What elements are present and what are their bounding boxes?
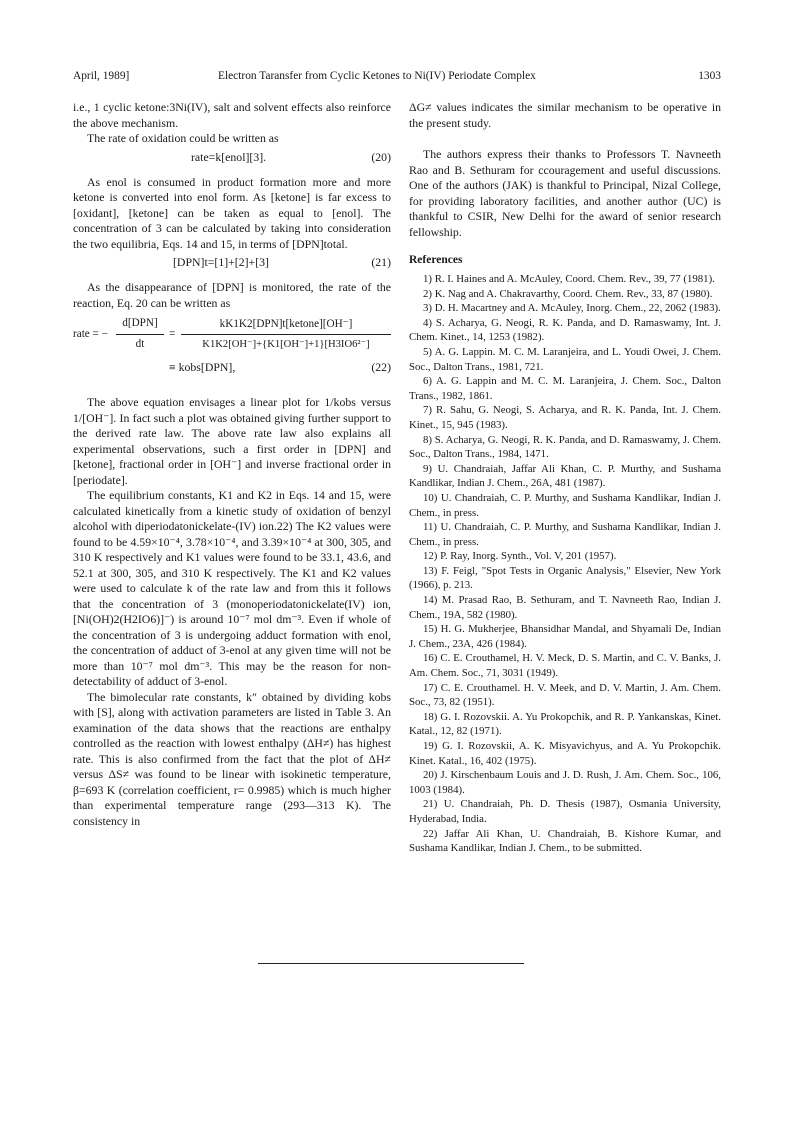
equation-text: [DPN]t=[1]+[2]+[3] (173, 255, 269, 269)
equation-21 (73, 252, 391, 274)
paragraph: The equilibrium constants, K1 and K2 in Eqs. 14 and 15, were calculated kinetically from a kinetic study of oxidation of benzyl alcohol with diperiodatonickelate-(IV) ion.22) The K2 values were found to be 4.59×10⁻⁴, 3.78×10⁻⁴, and 3.39×10⁻⁴ at 300, 305, and 310 K respectively and K1 values were found to be 33.1, 43.6, and 52.1 at 300, 305, and 310 K respectively. The K1 and K2 values were used to calculate k of the rate law and from this it follows that the concentration of 3 (monoperiodatonickelate(IV) ion, [Ni(OH)2(H2IO6)]⁻) is around 10⁻⁷ mol dm⁻³. Even if whole of the concentration of 3 is undergoing adduct formation with enol, the concentration of adduct of 3-enol at any given time will not be more than 10⁻⁷ mol dm⁻³. This may be the reason for non-detectability of adduct of 3-enol. (73, 488, 391, 688)
equation-22 (73, 317, 391, 357)
equation-number: (20) (371, 149, 391, 164)
reference-item: 19) G. I. Rozovskii, A. K. Misyavichyus, and A. Yu Prokopchik. Kinet. Katal., 16, 402 (1975). (409, 740, 721, 767)
fraction-denominator: K1K2[OH⁻]+{K1[OH⁻]+1}[H3IO6²⁻] (202, 339, 370, 350)
paragraph: The rate of oxidation could be written as (87, 131, 279, 145)
paragraph: The above equation envisages a linear plot for 1/kobs versus 1/[OH⁻]. In fact such a plot was obtained giving further support to the derived rate law. The above rate law also explains all experimental observations, such a first order in [DPN] and [ketone], fractional order in [OH⁻] and inverse fractional order in [periodate]. (73, 395, 391, 487)
fraction-bar (116, 334, 164, 335)
paragraph: The bimolecular rate constants, k″ obtained by dividing kobs with [S], along with activation parameters are listed in Table 3. An examination of the data shows that the reactions are enthalpy controlled as the reaction with lowest enthalpy (ΔH≠) has highest rate. This is also confirmed from the fact that the plot of ΔH≠ versus ΔS≠ was found to be linear with isokinetic temperature, β=693 K (correlation coefficient, r= 0.9985) which is much higher than experimental temperature range (293—313 K). The consistency in (73, 689, 391, 828)
equation-text: ≡ kobs[DPN], (169, 360, 236, 374)
reference-item: 3) D. H. Macartney and A. McAuley, Inorg. Chem., 22, 2062 (1983). (423, 302, 721, 315)
left-column (73, 100, 391, 829)
fraction-denominator: dt (135, 338, 145, 350)
reference-item: 16) C. E. Crouthamel, H. V. Meck, D. S. Martin, and C. V. Banks, J. Am. Chem. Soc., 71, 3031 (1949). (409, 652, 721, 680)
paragraph: As enol is consumed in product formation more and more ketone is converted into enol form. As [ketone] is far excess to [oxidant], [ketone] can be taken as equal to [enol]. The concentration of 3 can be calculated by taking into consideration the two equilibria, Eqs. 14 and 15, in terms of [DPN]total. (73, 174, 391, 251)
paragraph: i.e., 1 cyclic ketone:3Ni(IV), salt and solvent effects also reinforce the above mechanism. (73, 100, 391, 130)
reference-item: 21) U. Chandraiah, Ph. D. Thesis (1987), Osmania University, Hyderabad, India. (409, 798, 721, 825)
reference-item: 6) A. G. Lappin and M. C. M. Laranjeira, J. Chem. Soc., Dalton Trans., 1982, 1861. (409, 375, 721, 402)
equation-number: (22) (371, 360, 391, 374)
equation-lhs: rate = − (73, 328, 108, 340)
reference-item: 9) U. Chandraiah, Jaffar Ali Khan, C. P. Murthy, and Sushama Kandlikar, Indian J. Chem., 26A, 481 (1987). (409, 462, 721, 490)
reference-item: 17) C. E. Crouthamel. H. V. Meek, and D. V. Martin, J. Am. Chem. Soc., 73, 82 (1951). (409, 681, 721, 709)
equation-20 (73, 147, 391, 169)
reference-item: 11) U. Chandraiah, C. P. Murthy, and Sushama Kandlikar, Indian J. Chem., in press. (409, 521, 721, 548)
reference-item: 22) Jaffar Ali Khan, U. Chandraiah, B. Kishore Kumar, and Sushama Kandlikar, Indian J. Chem., to be submitted. (409, 827, 721, 855)
reference-item: 13) F. Feigl, "Spot Tests in Organic Analysis," Elsevier, New York (1966), p. 213. (409, 564, 721, 592)
paragraph: As the disappearance of [DPN] is monitored, the rate of the reaction, Eq. 20 can be written as (73, 280, 391, 310)
references-heading: References (409, 254, 463, 266)
fraction-bar (181, 334, 391, 335)
reference-list (409, 272, 721, 856)
page-number: 1303 (698, 70, 721, 82)
reference-item: 10) U. Chandraiah, C. P. Murthy, and Sushama Kandlikar, Indian J. Chem., in press. (409, 491, 721, 519)
reference-item: 1) R. I. Haines and A. McAuley, Coord. Chem. Rev., 39, 77 (1981). (423, 273, 715, 285)
reference-item: 14) M. Prasad Rao, B. Sethuram, and T. Navneeth Rao, Indian J. Chem., 19A, 582 (1980). (409, 594, 721, 621)
header-title: Electron Taransfer from Cyclic Ketones to Ni(IV) Periodate Complex (218, 70, 536, 82)
equation-22-continued (73, 357, 391, 379)
paragraph: ΔG≠ values indicates the similar mechanism to be operative in the present study. (409, 100, 721, 130)
header-date: April, 1989] (73, 70, 130, 82)
running-header (73, 70, 721, 86)
fraction-numerator: d[DPN] (122, 317, 158, 329)
reference-item: 12) P. Ray, Inorg. Synth., Vol. V, 201 (1957). (423, 550, 617, 563)
equation-number: (21) (371, 255, 391, 269)
fraction-numerator: kK1K2[DPN]t[ketone][OH⁻] (219, 318, 353, 330)
reference-item: 18) G. I. Rozovskii. A. Yu Prokopchik, and R. P. Yankanskas, Kinet. Katal., 12, 82 (1971). (409, 710, 721, 738)
reference-item: 8) S. Acharya, G. Neogi, R. K. Panda, and D. Ramaswamy, J. Chem. Soc., Dalton Trans., 1984, 1471. (409, 433, 721, 461)
end-rule (258, 963, 524, 964)
acknowledgment: The authors express their thanks to Professors T. Navneeth Rao and B. Sethuram for ccouragement and useful discussions. One of the authors (JAK) is thankful to Principal, Nizal College, for providing laboratory facilities, and another author (UC) is thankful to CSIR, New Delhi for the award of senior research fellowship. (409, 147, 721, 239)
equation-text: rate=k[enol][3]. (191, 149, 267, 164)
reference-item: 2) K. Nag and A. Chakravarthy, Coord. Chem. Rev., 33, 87 (1980). (423, 287, 713, 300)
reference-item: 20) J. Kirschenbaum Louis and J. D. Rush, J. Am. Chem. Soc., 106, 1003 (1984). (409, 769, 721, 796)
reference-item: 7) R. Sahu, G. Neogi, S. Acharya, and R. K. Panda, Int. J. Chem. Kinet., 15, 945 (1983). (409, 404, 721, 431)
reference-item: 4) S. Acharya, G. Neogi, R. K. Panda, and D. Ramaswamy, Int. J. Chem. Kinet., 14, 1253 (1982). (409, 316, 721, 344)
reference-item: 5) A. G. Lappin. M. C. M. Laranjeira, and L. Youdi Owei, J. Chem. Soc., Dalton Trans., 1981, 721. (409, 345, 721, 373)
right-column (409, 100, 721, 856)
reference-item: 15) H. G. Mukherjee, Bhansidhar Mandal, and Shyamali De, Indian J. Chem., 23A, 426 (1984). (409, 623, 721, 650)
equals-sign: = (169, 328, 176, 340)
